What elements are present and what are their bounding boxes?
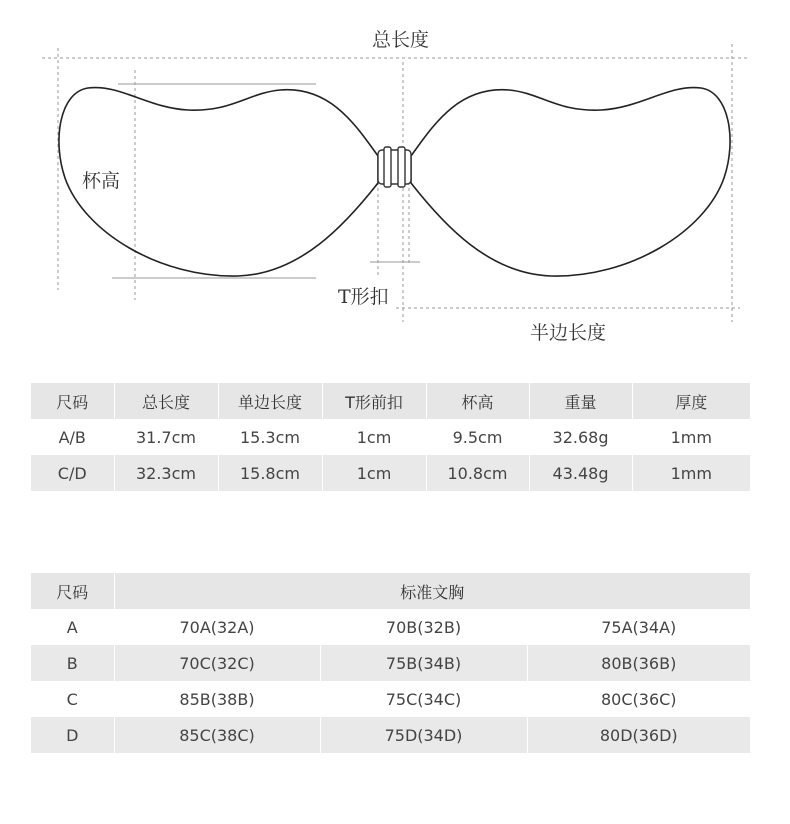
header-cell: 标准文胸 (114, 573, 750, 609)
t-clasp-label: T形扣 (338, 286, 389, 308)
header-cell: 单边长度 (218, 383, 322, 419)
table-cell: 1cm (322, 455, 426, 491)
table-cell: 1mm (632, 455, 750, 491)
table-cell: 32.3cm (114, 455, 218, 491)
header-cell: T形前扣 (322, 383, 426, 419)
total-length-label: 总长度 (372, 29, 430, 51)
cup-height-label: 杯高 (82, 170, 121, 192)
table-cell: 1cm (322, 419, 426, 455)
table-cell: C (31, 681, 114, 717)
table-row (31, 645, 750, 681)
table-cell: 85B(38B) (114, 681, 320, 717)
specs-table (31, 383, 750, 491)
table-cell: 1mm (632, 419, 750, 455)
size-conversion-table (31, 573, 750, 753)
table-cell: 9.5cm (426, 419, 529, 455)
table-cell: 70C(32C) (114, 645, 320, 681)
table-cell: 80D(36D) (527, 717, 750, 753)
table-cell: 43.48g (529, 455, 632, 491)
table-cell: 80C(36C) (527, 681, 750, 717)
table-cell: B (31, 645, 114, 681)
table-cell: A/B (31, 419, 114, 455)
table-cell: D (31, 717, 114, 753)
header-cell: 总长度 (114, 383, 218, 419)
table-cell: 75A(34A) (527, 609, 750, 645)
t-clasp-icon (378, 147, 411, 187)
right-cup-outline (411, 88, 730, 277)
table-cell: 75B(34B) (320, 645, 527, 681)
table-cell: 15.3cm (218, 419, 322, 455)
header-cell: 尺码 (31, 383, 114, 419)
table-cell: 75C(34C) (320, 681, 527, 717)
header-cell: 厚度 (632, 383, 750, 419)
header-cell: 尺码 (31, 573, 114, 609)
header-cell: 杯高 (426, 383, 529, 419)
table-cell: A (31, 609, 114, 645)
table-cell: 80B(36B) (527, 645, 750, 681)
table-row (31, 455, 750, 491)
table-row (31, 609, 750, 645)
header-cell: 重量 (529, 383, 632, 419)
table-cell: 10.8cm (426, 455, 529, 491)
table-cell: 15.8cm (218, 455, 322, 491)
half-length-label: 半边长度 (530, 322, 607, 344)
table-cell: 70B(32B) (320, 609, 527, 645)
table-cell: 31.7cm (114, 419, 218, 455)
table-cell: 75D(34D) (320, 717, 527, 753)
table-cell: 32.68g (529, 419, 632, 455)
table-cell: 70A(32A) (114, 609, 320, 645)
table-cell: C/D (31, 455, 114, 491)
table-cell: 85C(38C) (114, 717, 320, 753)
size-header-row (31, 573, 750, 609)
specs-header-row (31, 383, 750, 419)
table-row (31, 419, 750, 455)
table-row (31, 717, 750, 753)
table-row (31, 681, 750, 717)
